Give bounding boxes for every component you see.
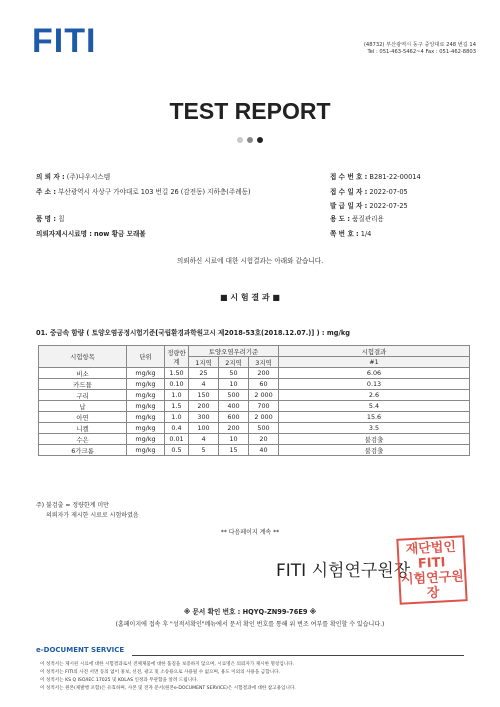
decorative-dots	[0, 137, 500, 145]
cell-region2: 15	[219, 445, 249, 456]
sample-label: 의뢰자제시시료명 :	[36, 230, 92, 238]
cell-item: 납	[39, 401, 127, 412]
sample-row	[36, 228, 146, 238]
table-row	[39, 412, 470, 423]
cell-unit: mg/kg	[127, 412, 165, 423]
cell-region2: 400	[219, 401, 249, 412]
cell-region3: 500	[249, 423, 279, 434]
sample-value: now 황금 모래볼	[94, 230, 146, 238]
edoc-title: e-DOCUMENT SERVICE	[36, 646, 125, 654]
edoc-line: 이 성적서는 제시된 시료에 대한 시험결과로서 전체제품에 대한 품질을 보증하지 않으며, 시료명은 의뢰자가 제시한 명칭입니다.	[40, 662, 295, 667]
cell-unit: mg/kg	[127, 390, 165, 401]
cell-result: 5.4	[279, 401, 470, 412]
cell-region1: 150	[189, 390, 219, 401]
header-region3: 3지역	[249, 357, 279, 368]
cell-unit: mg/kg	[127, 423, 165, 434]
cell-limit: 0.4	[165, 423, 189, 434]
note-line2: 의뢰자가 제시한 시료로 시험하였음	[46, 512, 139, 519]
cell-region1: 25	[189, 368, 219, 379]
intro-text: 의뢰하신 시료에 대한 시험결과는 아래와 같습니다.	[176, 257, 324, 265]
page-number-label: 쪽 번 호 :	[330, 230, 359, 238]
cell-region1: 300	[189, 412, 219, 423]
page-number-row	[330, 228, 371, 238]
cell-item: 6가크롬	[39, 445, 127, 456]
edoc-line: 이 성적서는 원본(제발행 포함)은 유효하며, 사본 및 전자 문서(원본e-DOCUMENT SERVICE)은 시험결과에 대한 참고용입니다.	[40, 686, 296, 691]
cell-region1: 100	[189, 423, 219, 434]
header-region2: 2지역	[219, 357, 249, 368]
cell-region3: 2 000	[249, 412, 279, 423]
client-label: 의 뢰 자 :	[36, 173, 65, 181]
edoc-line: 이 성적서는 FITI의 사전 서면 동의 없이 홍보, 선전, 광고 및 소송용으로 사용될 수 없으며, 용도 이외의 사용을 금합니다.	[40, 670, 280, 675]
test-subtitle: 01. 중금속 함량 ( 토양오염공정시험기준[국립환경과학원고시 제2018-53호(2018.12.07.)] ) : mg/kg	[36, 329, 350, 337]
cell-region3: 60	[249, 379, 279, 390]
client-row	[36, 171, 110, 181]
receipt-no-label: 접 수 번 호 :	[330, 173, 368, 181]
divider	[132, 655, 464, 656]
results-table	[38, 345, 470, 456]
cell-unit: mg/kg	[127, 379, 165, 390]
table-row	[39, 423, 470, 434]
product-value: 칩	[58, 215, 65, 223]
cell-region2: 200	[219, 423, 249, 434]
cell-result: 2.6	[279, 390, 470, 401]
dot-icon	[247, 137, 253, 143]
cell-item: 수은	[39, 434, 127, 445]
receipt-no-value: B281-22-00014	[369, 173, 421, 181]
header-limit: 정량한계	[165, 346, 189, 368]
cell-limit: 0.5	[165, 445, 189, 456]
official-seal: 재단법인 FITI 시험연구원장	[396, 535, 467, 604]
cell-result: 불검출	[279, 434, 470, 445]
cell-region1: 5	[189, 445, 219, 456]
issue-date-value: 2022-07-25	[369, 202, 408, 210]
doc-confirm-number: ※ 문서 확인 번호 : HQYQ-ZN99-76E9 ※	[183, 608, 317, 616]
doc-confirm-instruction: (홈페이지에 접속 후 "성적서확인"메뉴에서 문서 확인 번호를 통해 위 번조 여부를 확인할 수 있습니다.)	[115, 621, 385, 628]
cell-region3: 40	[249, 445, 279, 456]
company-address	[364, 42, 476, 56]
table-row	[39, 368, 470, 379]
address-line: (48732) 부산광역시 동구 중앙대로 248 번길 14	[363, 42, 476, 48]
cell-limit: 1.50	[165, 368, 189, 379]
cell-region3: 700	[249, 401, 279, 412]
cell-limit: 0.01	[165, 434, 189, 445]
table-row	[39, 445, 470, 456]
table-row	[39, 434, 470, 445]
purpose-label: 용 도 :	[330, 215, 350, 223]
cell-region3: 20	[249, 434, 279, 445]
note-line1: 주) 불검출 = 정량한계 미만	[36, 502, 109, 509]
cell-unit: mg/kg	[127, 401, 165, 412]
cell-result: 6.06	[279, 368, 470, 379]
purpose-row	[330, 213, 384, 223]
cell-region2: 50	[219, 368, 249, 379]
product-row	[36, 213, 64, 223]
cell-limit: 1.5	[165, 401, 189, 412]
table-row	[39, 390, 470, 401]
cell-region2: 500	[219, 390, 249, 401]
header-sample: #1	[279, 357, 470, 368]
client-value: (주)나우시스템	[66, 173, 111, 181]
cell-region1: 200	[189, 401, 219, 412]
cell-region1: 4	[189, 379, 219, 390]
continue-text: ** 다음페이지 계속 **	[220, 529, 280, 536]
cell-item: 카드뮴	[39, 379, 127, 390]
receipt-no-row	[330, 171, 421, 181]
report-title: TEST REPORT	[169, 98, 331, 124]
header-result: 시험결과	[279, 346, 470, 357]
header-standard: 토양오염우려기준	[189, 346, 279, 357]
cell-limit: 1.0	[165, 390, 189, 401]
cell-item: 니켈	[39, 423, 127, 434]
cell-unit: mg/kg	[127, 368, 165, 379]
fiti-logo: FITI	[32, 22, 97, 60]
cell-item: 비소	[39, 368, 127, 379]
table-row	[39, 401, 470, 412]
cell-item: 구리	[39, 390, 127, 401]
issue-date-row	[330, 200, 408, 210]
cell-item: 아연	[39, 412, 127, 423]
cell-result: 0.13	[279, 379, 470, 390]
contact-line: Tel : 051-463-5462~4 Fax : 051-462-8803	[367, 49, 476, 55]
cell-result: 불검출	[279, 445, 470, 456]
edoc-line: 이 성적서는 KS Q ISO/IEC 17025 및 KOLAS 인정과 무관함을 알려 드립니다.	[40, 678, 198, 683]
product-label: 품 명 :	[36, 215, 56, 223]
header-unit: 단위	[127, 346, 165, 368]
cell-result: 3.5	[279, 423, 470, 434]
address-label: 주 소 :	[36, 188, 56, 196]
receipt-date-label: 접 수 일 자 :	[330, 188, 368, 196]
cell-result: 15.6	[279, 412, 470, 423]
section-title: ■ 시 험 결 과 ■	[220, 293, 280, 302]
table-row	[39, 379, 470, 390]
cell-region2: 10	[219, 379, 249, 390]
cell-region3: 2 000	[249, 390, 279, 401]
dot-icon	[257, 137, 263, 143]
cell-region3: 200	[249, 368, 279, 379]
purpose-value: 품질관리용	[352, 215, 384, 223]
address-row	[36, 186, 251, 196]
header-region1: 1지역	[189, 357, 219, 368]
cell-region2: 10	[219, 434, 249, 445]
institute-name: FITI 시험연구원장	[276, 561, 411, 581]
cell-limit: 0.10	[165, 379, 189, 390]
issue-date-label: 발 급 일 자 :	[330, 202, 368, 210]
cell-region1: 4	[189, 434, 219, 445]
cell-unit: mg/kg	[127, 434, 165, 445]
receipt-date-value: 2022-07-05	[369, 188, 408, 196]
page-number-value: 1/4	[360, 230, 372, 238]
cell-unit: mg/kg	[127, 445, 165, 456]
dot-icon	[237, 137, 243, 143]
cell-limit: 1.0	[165, 412, 189, 423]
address-value: 부산광역시 사상구 가야대로 103 번길 26 (감전동) 지하층(주례동)	[58, 188, 251, 196]
header-item: 시험항목	[39, 346, 127, 368]
receipt-date-row	[330, 186, 408, 196]
cell-region2: 600	[219, 412, 249, 423]
